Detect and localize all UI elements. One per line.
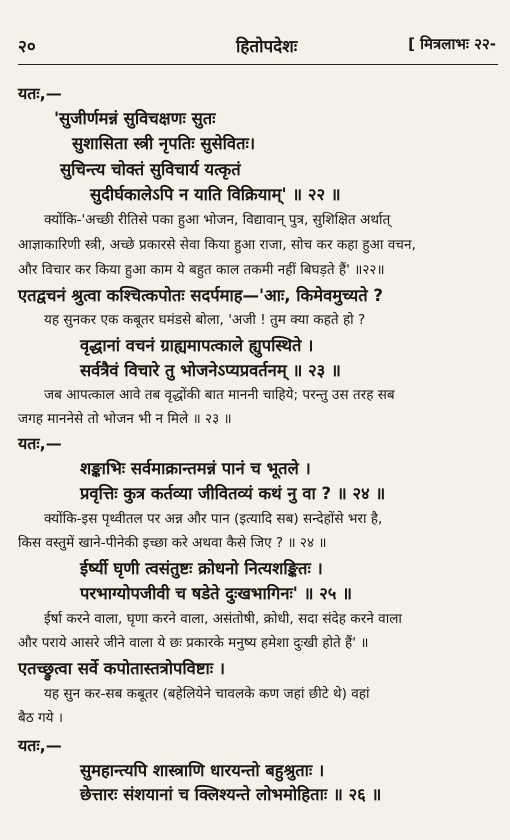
text-line: यतः,—: [18, 84, 62, 103]
verse-line: सुदीर्घकालेऽपि न याति विक्रियाम्' ॥ २२ ॥: [90, 185, 341, 204]
prose-line: ईर्षा करने वाला, घृणा करने वाला, असंतोषी, क्रोधी, सदा संदेह करने वाला: [44, 611, 402, 627]
prose-line: जगह माननेसे तो भोजन भी न मिले ॥ २३ ॥: [18, 411, 232, 427]
verse-line: 'सुजीर्णमन्नं सुविचक्षणः सुतः: [54, 109, 216, 128]
prose-line: और विचार कर किया हुआ काम ये बहुत काल तकमी नहीं बिघड़ते हैं' ॥२२॥: [18, 262, 385, 278]
prose-line: क्योंकि-इस पृथ्वीतल पर अन्न और पान (इत्यादि सब) सन्देहोंसे भरा है,: [44, 511, 383, 527]
text-line: यतः,—: [18, 736, 62, 755]
page-header: [18, 34, 496, 58]
prose-line: किस वस्तुमें खाने-पीनेकी इच्छा करे अथवा कैसे जिए ? ॥ २४ ॥: [18, 535, 327, 551]
verse-line: सर्वत्रैवं विचारे तु भोजनेऽप्यप्रवर्तनम् ॥ २३ ॥: [80, 361, 341, 380]
text-line: यतः,—: [18, 434, 62, 453]
verse-line: ईर्ष्यी घृणी त्वसंतुष्टः क्रोधनो नित्यशङ्कितः ।: [80, 559, 323, 578]
prose-line: जब आपत्काल आवे तब वृद्धोंकी बात माननी चाहिये; परन्तु उस तरह सब: [44, 387, 395, 403]
prose-line: यह सुन कर-सब कबूतर (बहेलियेने चावलके कण जहां छीटे थे) वहां: [44, 686, 370, 702]
prose-line: और पराये आसरे जीने वाला ये छः प्रकारके मनुष्य हमेशा दुःखी होते हैं' ॥: [18, 635, 369, 651]
section-reference: [ मित्रलाभः २२-: [408, 35, 496, 53]
verse-line: सुशासिता स्त्री नृपतिः सुसेवितः।: [72, 134, 256, 153]
page-number: २०: [18, 37, 36, 57]
prose-line: यह सुनकर एक कबूतर घमंडसे बोला, 'अजी ! तुम क्या कहते हो ?: [44, 312, 366, 328]
prose-line: आज्ञाकारिणी स्त्री, अच्छे प्रकारसे सेवा किया हुआ राजा, सोच कर कहा हुआ वचन,: [18, 237, 416, 253]
verse-line: वृद्धानां वचनं ग्राह्यमापत्काले ह्युपस्थिते ।: [80, 336, 314, 355]
prose-line: क्योंकि-'अच्छी रीतिसे पका हुआ भोजन, विद्यावान् पुत्र, सुशिक्षित अर्थात्: [44, 212, 391, 228]
running-title: हितोपदेशः: [236, 37, 298, 57]
verse-line: शङ्काभिः सर्वमाक्रान्तमन्नं पानं च भूतले ।: [80, 459, 311, 478]
verse-line: परभाग्योपजीवी च षडेते दुःखभागिनः' ॥ २५ ॥: [80, 584, 353, 603]
verse-line: सुचिन्त्य चोक्तं सुविचार्य यत्कृतं: [60, 160, 241, 179]
verse-line: छेत्तारः संशयानां च क्लिश्यन्ते लोभमोहिताः ॥ २६ ॥: [80, 785, 382, 804]
prose-line: बैठ गये ।: [18, 710, 63, 726]
verse-line: एतच्छ्रुत्वा सर्वे कपोतास्तत्रोपविष्टाः ।: [18, 659, 226, 678]
header-rule: [18, 64, 498, 65]
verse-line: एतद्वचनं श्रुत्वा कश्चित्कपोतः सदर्पमाह—'आः, किमेवमुच्यते ?: [18, 286, 383, 305]
verse-line: सुमहान्त्यपि शास्त्राणि धारयन्तो बहुश्रुताः ।: [80, 761, 325, 780]
verse-line: प्रवृत्तिः कुत्र कर्तव्या जीवितव्यं कथं नु वा ? ॥ २४ ॥: [80, 484, 386, 503]
